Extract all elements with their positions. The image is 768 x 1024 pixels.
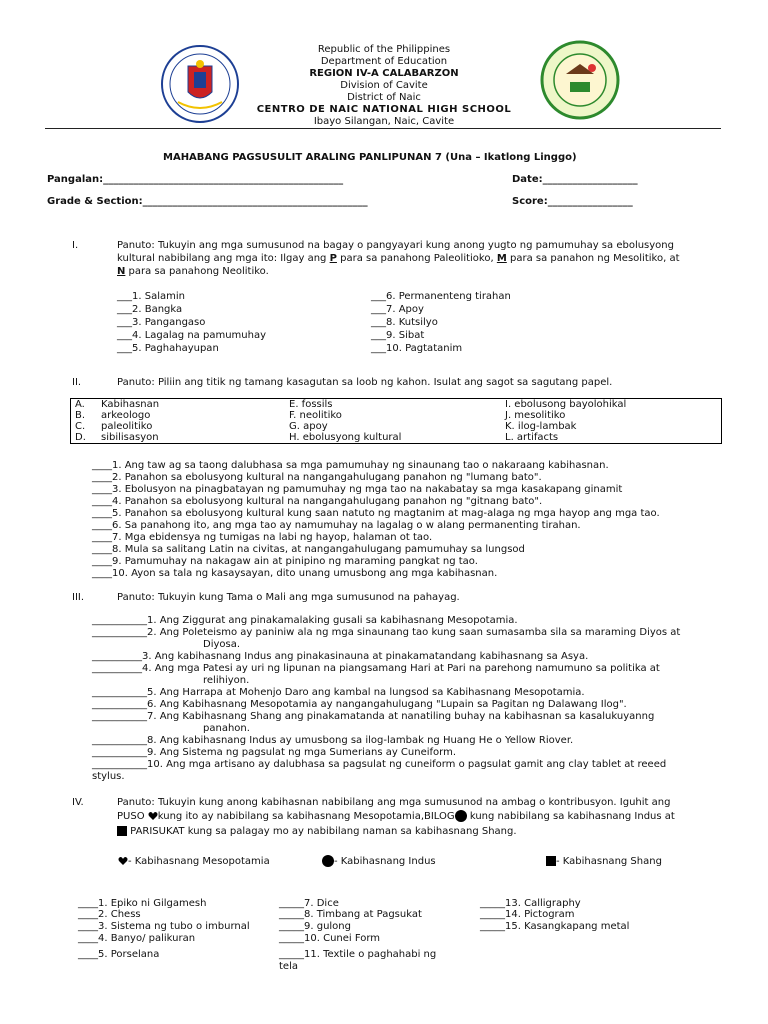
part4-instruction-line3 xyxy=(117,826,517,837)
date-field[interactable]: Date:___________________ xyxy=(512,174,638,185)
part4-item[interactable]: ____5. Porselana xyxy=(78,949,160,960)
part3-instruction: Panuto: Tukuyin kung Tama o Mali ang mga sumusunod na pahayag. xyxy=(117,592,460,603)
part3-item-cont: Diyosa. xyxy=(203,639,241,650)
part4-instr-text: kung nabibilang sa kabihasnang Indus at xyxy=(466,811,675,822)
answer-choices-box xyxy=(70,398,722,444)
part4-item[interactable]: _____14. Pictogram xyxy=(480,909,575,920)
part4-item[interactable]: _____7. Dice xyxy=(279,898,339,909)
name-field[interactable]: Pangalan:________________________________________________ xyxy=(47,174,344,185)
part1-instr-text: kultural nabibilang ang mga ito: Ilgay ang xyxy=(117,253,330,264)
header-department: Department of Education xyxy=(320,56,448,67)
choice-text: G. apoy xyxy=(289,421,328,432)
legend-indus xyxy=(322,855,436,867)
exam-title: MAHABANG PAGSUSULIT ARALING PANLIPUNAN 7 (Una – Ikatlong Linggo) xyxy=(163,152,577,163)
choice-text: L. artifacts xyxy=(505,432,559,443)
legend-label: - Kabihasnang Mesopotamia xyxy=(128,856,270,867)
part1-item[interactable]: ___9. Sibat xyxy=(371,330,425,341)
part4-item[interactable]: _____11. Textile o paghahabi ng xyxy=(279,949,437,960)
part2-item[interactable]: ____3. Ebolusyon na pinagbatayan ng pamumuhay ng mga tao na nakabatay sa mga kasakapang ginamit xyxy=(92,484,623,495)
part4-item[interactable]: ____3. Sistema ng tubo o imburnal xyxy=(78,921,250,932)
part3-item[interactable]: ___________8. Ang kabihasnang Indus ay umusbong sa ilog-lambak ng Huang He o Yellow Riover. xyxy=(92,735,574,746)
header-school: CENTRO DE NAIC NATIONAL HIGH SCHOOL xyxy=(256,104,512,115)
part3-item-cont: relihiyon. xyxy=(203,675,250,686)
header-divider xyxy=(45,128,721,129)
part2-item[interactable]: ____6. Sa panahong ito, ang mga tao ay namumuhay na lagalag o w alang permanenting tirahan. xyxy=(92,520,581,531)
choice-letter: D. xyxy=(75,432,86,443)
part1-item[interactable]: ___10. Pagtatanim xyxy=(371,343,463,354)
paleolitiko-letter: P xyxy=(329,253,337,264)
square-icon xyxy=(546,856,556,866)
part2-numeral: II. xyxy=(72,377,82,388)
choice-text: I. ebolusong bayolohikal xyxy=(505,399,627,410)
choice-text: H. ebolusyong kultural xyxy=(289,432,402,443)
part1-instruction-line1: Panuto: Tukuyin ang mga sumusunod na bagay o pangyayari kung anong yugto ng pamumuhay sa ebolusyong xyxy=(117,240,674,251)
part3-item[interactable]: ___________6. Ang Kabihasnang Mesopotamia ay nangangahulugang "Lupain sa Pagitan ng Dalawang Ilog". xyxy=(92,699,627,710)
part4-item[interactable]: _____8. Timbang at Pagsukat xyxy=(279,909,422,920)
choice-text: F. neolitiko xyxy=(289,410,342,421)
header-division: Division of Cavite xyxy=(340,80,428,91)
part3-item[interactable]: __________4. Ang mga Patesi ay uri ng lipunan na piangsamang Hari at Pari na parehong namumuno sa politika at xyxy=(92,663,660,674)
choice-row xyxy=(71,421,722,432)
choice-text: sibilisasyon xyxy=(101,432,159,443)
choice-letter: A. xyxy=(75,399,85,410)
choice-letter: C. xyxy=(75,421,86,432)
part3-item[interactable]: ___________7. Ang Kabihasnang Shang ang pinakamatanda at nanatiling buhay na kabihasnan sa kasalukuyanng xyxy=(92,711,655,722)
part1-item[interactable]: ___6. Permanenteng tirahan xyxy=(371,291,511,302)
part3-item[interactable]: ___________9. Ang Sistema ng pagsulat ng mga Sumerians ay Cuneiform. xyxy=(92,747,457,758)
part3-item[interactable]: __________3. Ang kabihasnang Indus ang pinakasinauna at pinakamatandang kabihasnang sa Asya. xyxy=(92,651,589,662)
heart-icon xyxy=(148,811,158,821)
header-region: REGION IV-A CALABARZON xyxy=(309,68,459,79)
part1-item[interactable]: ___3. Pangangaso xyxy=(117,317,206,328)
legend-shang xyxy=(546,856,662,867)
legend-label: - Kabihasnang Shang xyxy=(556,856,662,867)
document-header xyxy=(0,44,768,128)
part4-item-cont: tela xyxy=(279,961,298,972)
part1-numeral: I. xyxy=(72,240,79,251)
choice-letter: B. xyxy=(75,410,86,421)
part3-item-cont: stylus. xyxy=(92,771,125,782)
choice-text: J. mesolitiko xyxy=(505,410,566,421)
choice-text: arkeologo xyxy=(101,410,151,421)
part1-instr-text: para sa panahong Paleolitioko, xyxy=(336,253,497,264)
part1-instr-text: para sa panahong Neolitiko. xyxy=(125,266,269,277)
part4-item[interactable]: ____4. Banyo/ palikuran xyxy=(78,933,196,944)
puso-label: PUSO xyxy=(117,811,145,822)
circle-icon xyxy=(455,810,467,822)
part3-item[interactable]: ___________10. Ang mga artisano ay dalubhasa sa pagsulat ng cuneiform o pagsulat gamit ang clay tablet at reeed xyxy=(92,759,667,770)
part1-item[interactable]: ___5. Paghahayupan xyxy=(117,343,219,354)
choice-text: E. fossils xyxy=(289,399,333,410)
part3-item[interactable]: ___________1. Ang Ziggurat ang pinakamalaking gusali sa kabihasnang Mesopotamia. xyxy=(92,615,518,626)
part2-item[interactable]: ____5. Panahon sa ebolusyong kultural kung saan natuto ng magtanim at mag-alaga ng mga hayop ang mga tao. xyxy=(92,508,660,519)
part1-instruction-line3 xyxy=(117,266,269,277)
part4-item[interactable]: ____2. Chess xyxy=(78,909,141,920)
part2-item[interactable]: ____4. Panahon sa ebolusyong kultural na nangangahulugang panahon ng "gitnang bato". xyxy=(92,496,543,507)
part4-instr-text: kung ito ay nabibilang sa kabihasnang Mesopotamia,BILOG xyxy=(157,811,455,822)
part1-item[interactable]: ___2. Bangka xyxy=(117,304,183,315)
legend-label: - Kabihasnang Indus xyxy=(334,856,436,867)
part3-numeral: III. xyxy=(72,592,85,603)
part4-item[interactable]: _____10. Cunei Form xyxy=(279,933,381,944)
part2-item[interactable]: ____9. Pamumuhay na nakagaw ain at pinipino ng maraming pangkat ng tao. xyxy=(92,556,478,567)
part4-item[interactable]: _____15. Kasangkapang metal xyxy=(480,921,630,932)
part3-item[interactable]: ___________2. Ang Poleteismo ay paniniw ala ng mga sinaunang tao kung saan sumasamba sila sa maraming Diyos at xyxy=(92,627,681,638)
part3-item-cont: panahon. xyxy=(203,723,250,734)
part1-instr-text: para sa panahon ng Mesolitiko, at xyxy=(506,253,680,264)
part2-item[interactable]: ____1. Ang taw ag sa taong dalubhasa sa mga pamumuhay ng sinaunang tao o nakaraang kabihasnan. xyxy=(92,460,609,471)
part1-item[interactable]: ___1. Salamin xyxy=(117,291,185,302)
grade-section-field[interactable]: Grade & Section:_____________________________________________ xyxy=(47,196,368,207)
heart-icon xyxy=(118,856,128,866)
choice-text: paleolitiko xyxy=(101,421,153,432)
header-address: Ibayo Silangan, Naic, Cavite xyxy=(313,116,455,127)
choice-text: Kabihasnan xyxy=(101,399,160,410)
choice-text: K. ilog-lambak xyxy=(505,421,577,432)
header-district: District of Naic xyxy=(347,92,421,103)
part1-item[interactable]: ___7. Apoy xyxy=(371,304,424,315)
part2-item[interactable]: ____10. Ayon sa tala ng kasaysayan, dito unang umusbong ang mga kabihasnan. xyxy=(92,568,498,579)
part4-instruction-line1: Panuto: Tukuyin kung anong kabihasnan nabibilang ang mga sumusunod na ambag o kontribusyon. Iguhit ang xyxy=(117,797,671,808)
part2-item[interactable]: ____7. Mga ebidensya ng tumigas na labi ng hayop, halaman ot tao. xyxy=(92,532,433,543)
part1-item[interactable]: ___8. Kutsilyo xyxy=(371,317,438,328)
part1-instruction-line2 xyxy=(117,253,680,264)
part4-item[interactable]: _____9. gulong xyxy=(279,921,351,932)
part1-item[interactable]: ___4. Lagalag na pamumuhay xyxy=(117,330,266,341)
score-field[interactable]: Score:_________________ xyxy=(512,196,633,207)
part2-instruction: Panuto: Piliin ang titik ng tamang kasagutan sa loob ng kahon. Isulat ang sagot sa sagutang papel. xyxy=(117,377,613,388)
choice-row xyxy=(71,432,722,444)
part2-item[interactable]: ____2. Panahon sa ebolusyong kultural na nangangahulugang panahon ng "lumang bato". xyxy=(92,472,542,483)
part4-instruction-line2 xyxy=(117,810,675,822)
part4-item[interactable]: ____1. Epiko ni Gilgamesh xyxy=(78,898,207,909)
part2-item[interactable]: ____8. Mula sa salitang Latin na civitas, at nangangahulugang pamumuhay sa lungsod xyxy=(92,544,525,555)
part4-instr-text: PARISUKAT kung sa palagay mo ay nabibilang naman sa kabihasnang Shang. xyxy=(127,826,517,837)
part4-item[interactable]: _____13. Calligraphy xyxy=(480,898,581,909)
choice-row xyxy=(71,410,722,421)
part4-numeral: IV. xyxy=(72,797,84,808)
choice-row xyxy=(71,399,722,411)
header-republic: Republic of the Philippines xyxy=(317,44,451,55)
square-icon xyxy=(117,826,127,836)
legend-mesopotamia xyxy=(118,856,270,867)
circle-icon xyxy=(322,855,334,867)
part3-item[interactable]: ___________5. Ang Harrapa at Mohenjo Daro ang kambal na lungsod sa Kabihasnang Mesopotamia. xyxy=(92,687,585,698)
mesolitiko-letter: M xyxy=(496,253,507,264)
neolitiko-letter: N xyxy=(117,266,126,277)
